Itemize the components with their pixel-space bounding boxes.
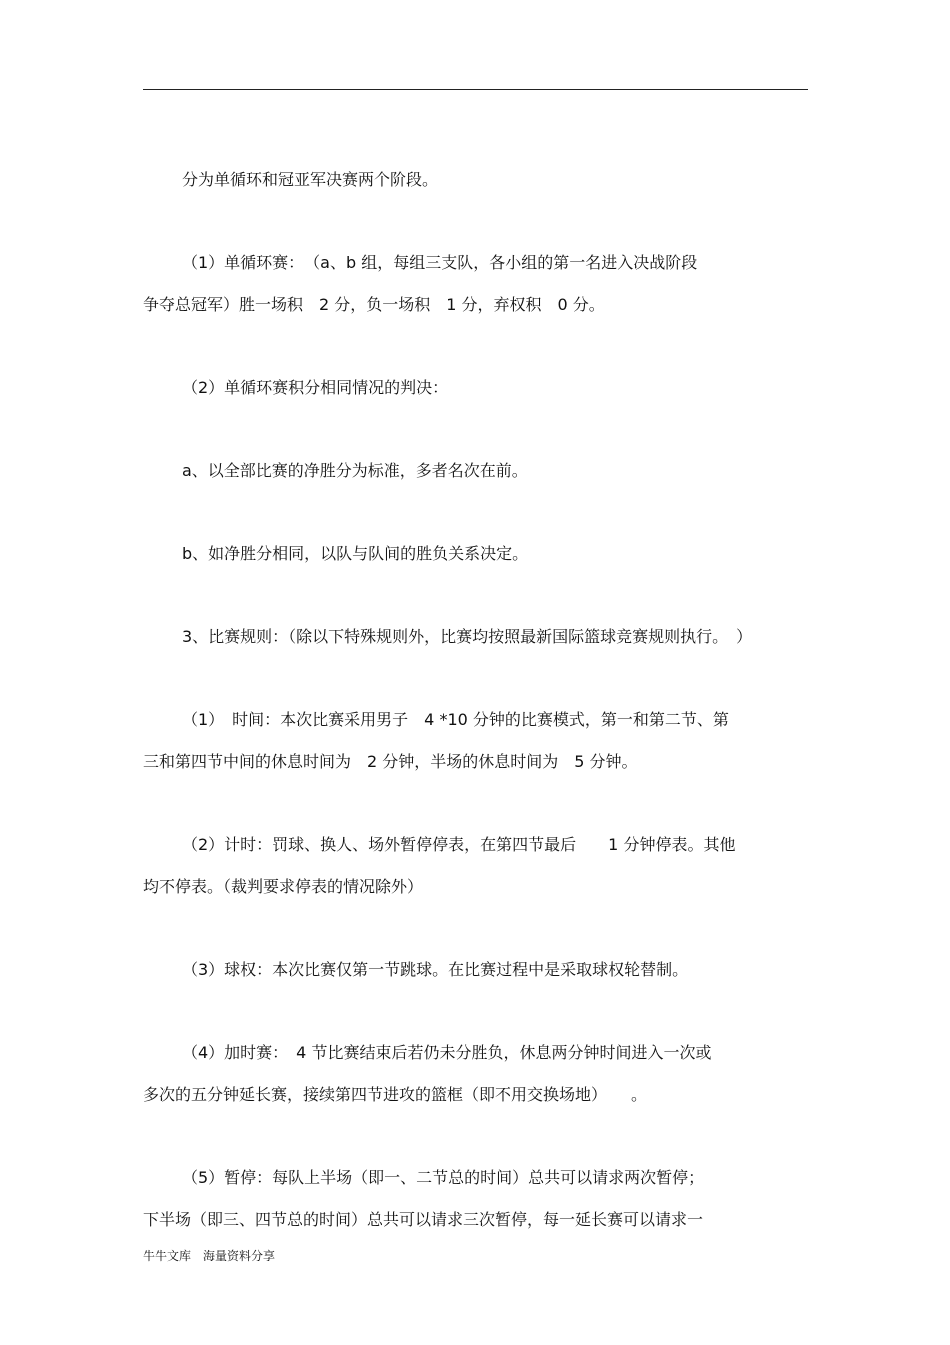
paragraph-line: 争夺总冠军）胜一场积 2 分，负一场积 1 分，弃权积 0 分。 bbox=[143, 295, 605, 314]
paragraph-line: （5）暂停：每队上半场（即一、二节总的时间）总共可以请求两次暂停； bbox=[182, 1168, 705, 1187]
paragraph-line: 均不停表。（裁判要求停表的情况除外） bbox=[143, 877, 424, 896]
paragraph-line: a、以全部比赛的净胜分为标准，多者名次在前。 bbox=[182, 461, 528, 480]
footer-text: 牛牛文库 海量资料分享 bbox=[143, 1249, 276, 1263]
paragraph-line: 分为单循环和冠亚军决赛两个阶段。 bbox=[182, 170, 439, 189]
paragraph-line: （4）加时赛： 4 节比赛结束后若仍未分胜负，休息两分钟时间进入一次或 bbox=[182, 1043, 712, 1062]
paragraph-line: （2）计时：罚球、换人、场外暂停停表，在第四节最后 1 分钟停表。其他 bbox=[182, 835, 736, 854]
paragraph-line: 多次的五分钟延长赛，接续第四节进攻的篮框（即不用交换场地） 。 bbox=[143, 1085, 648, 1104]
paragraph-line: （2）单循环赛积分相同情况的判决： bbox=[182, 378, 449, 397]
paragraph-line: （1） 时间：本次比赛采用男子 4 *10 分钟的比赛模式，第一和第二节、第 bbox=[182, 710, 729, 729]
paragraph-line: （3）球权：本次比赛仅第一节跳球。在比赛过程中是采取球权轮替制。 bbox=[182, 960, 689, 979]
header-rule bbox=[143, 89, 808, 90]
paragraph-line: 三和第四节中间的休息时间为 2 分钟，半场的休息时间为 5 分钟。 bbox=[143, 752, 638, 771]
paragraph-line: （1）单循环赛： （a、b 组，每组三支队，各小组的第一名进入决战阶段 bbox=[182, 253, 698, 272]
paragraph-line: 下半场（即三、四节总的时间）总共可以请求三次暂停，每一延长赛可以请求一 bbox=[143, 1210, 704, 1229]
paragraph-line: b、如净胜分相同，以队与队间的胜负关系决定。 bbox=[182, 544, 529, 563]
paragraph-line: 3、比赛规则：（除以下特殊规则外，比赛均按照最新国际篮球竞赛规则执行。 ） bbox=[182, 627, 753, 646]
